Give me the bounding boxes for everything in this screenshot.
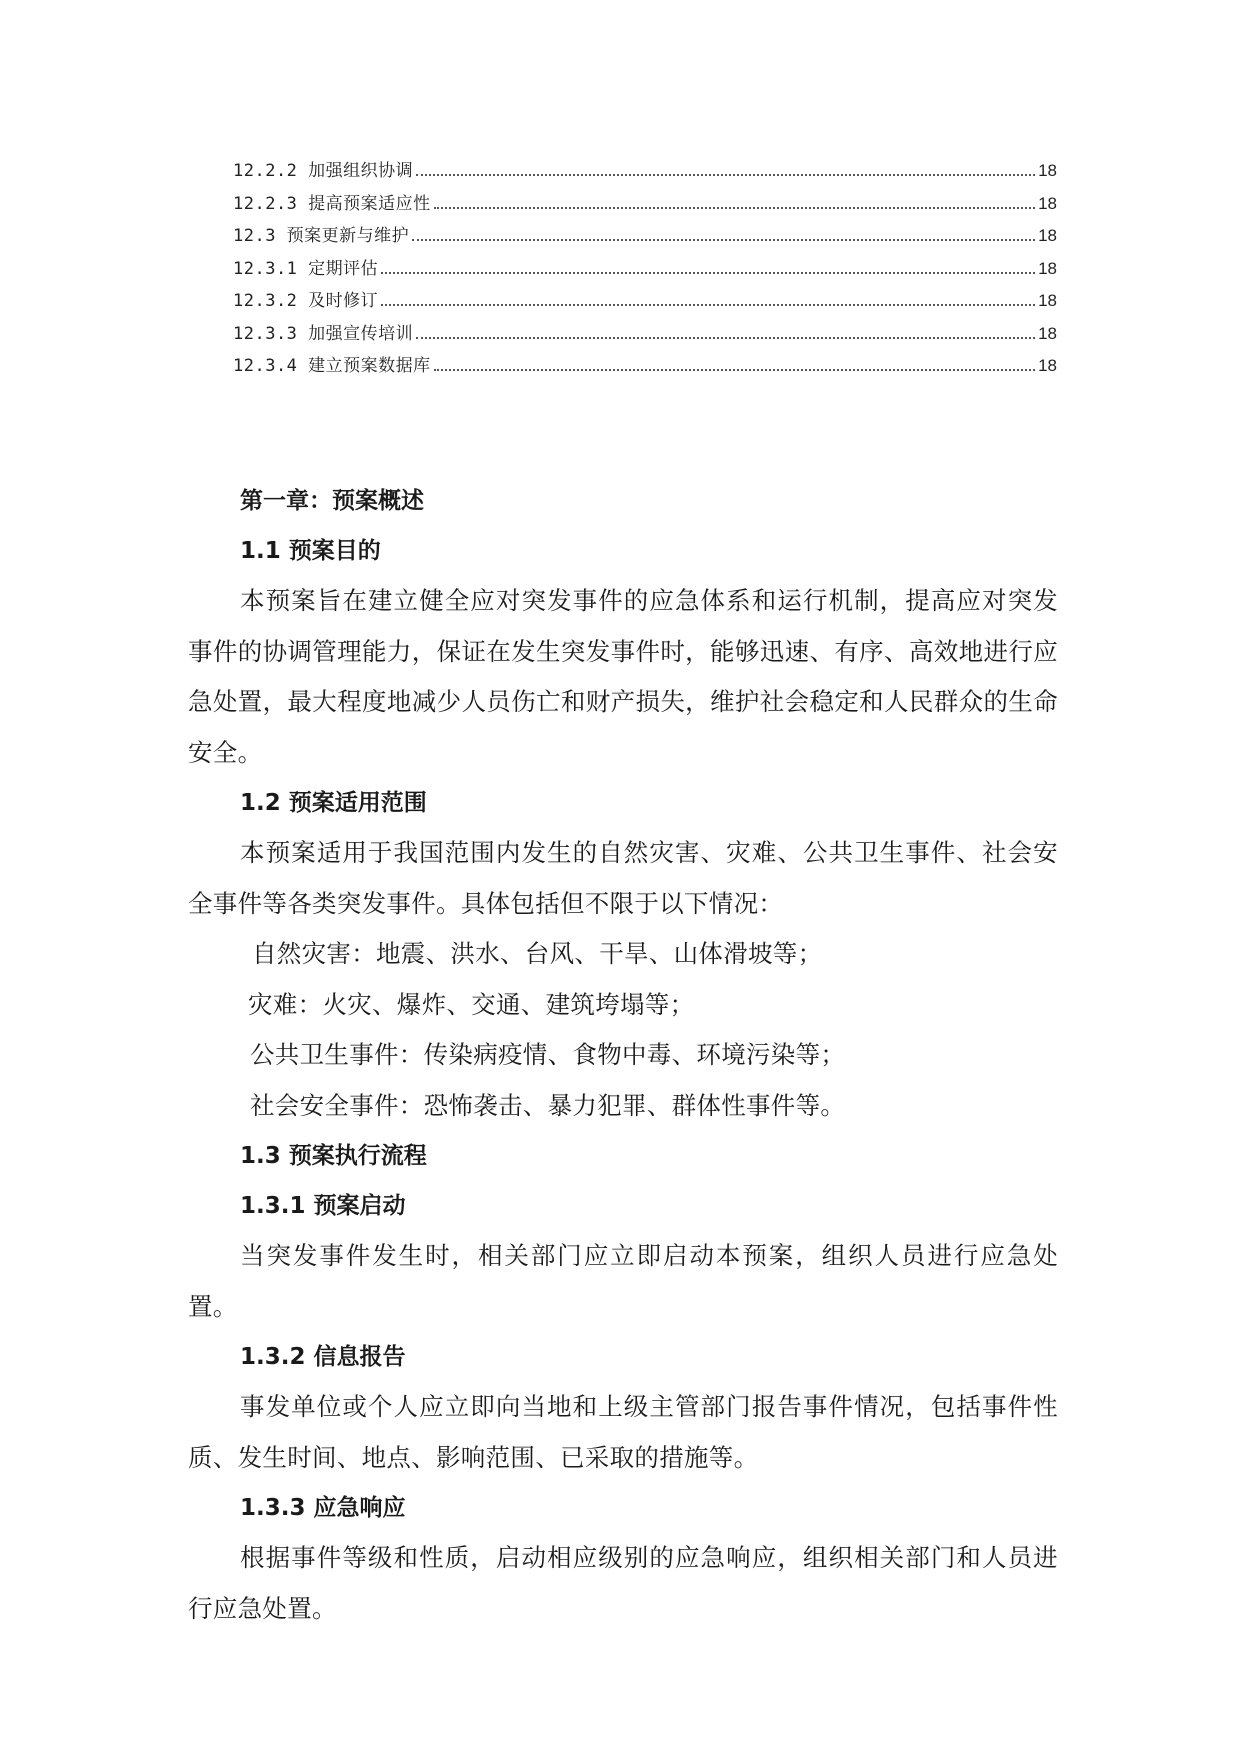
toc-leader-dots	[381, 303, 1035, 306]
toc-leader-dots	[434, 206, 1035, 209]
toc-entry-page: 18	[1038, 193, 1057, 213]
toc-entry[interactable]	[233, 286, 1057, 319]
toc-entry-title: 12.3.1 定期评估	[233, 258, 379, 279]
section-paragraph: 本预案旨在建立健全应对突发事件的应急体系和运行机制，提高应对突发事件的协调管理能力，保证在发生突发事件时，能够迅速、有序、高效地进行应急处置，最大程度地减少人员伤亡和财产损失，维护社会稳定和人民群众的生命安全。	[188, 586, 1058, 767]
toc-leader-dots	[416, 173, 1035, 176]
section-heading: 1.1 预案目的	[240, 538, 381, 564]
toc-entry-page: 18	[1038, 356, 1057, 375]
toc-entry[interactable]	[233, 221, 1057, 254]
list-item: 自然灾害：地震、洪水、台风、干旱、山体滑坡等；	[252, 939, 823, 968]
toc-leader-dots	[381, 271, 1035, 274]
list-item: 灾难：火灾、爆炸、交通、建筑垮塌等；	[248, 989, 695, 1019]
toc-entry-title: 12.3.4 建立预案数据库	[233, 356, 431, 376]
subsection-heading: 1.3.2 信息报告	[240, 1344, 406, 1370]
list-item: 社会安全事件：恐怖袭击、暴力犯罪、群体性事件等。	[250, 1090, 846, 1120]
toc-entry[interactable]	[233, 189, 1057, 222]
toc-entry-page: 18	[1038, 258, 1057, 278]
toc-entry-title: 12.3 预案更新与维护	[233, 226, 410, 246]
chapter-title: 第一章：预案概述	[240, 488, 424, 514]
toc-entry-page: 18	[1038, 226, 1057, 245]
section-heading: 1.2 预案适用范围	[240, 790, 427, 816]
toc-entry[interactable]	[233, 156, 1057, 189]
subsection-heading: 1.3.3 应急响应	[240, 1495, 406, 1521]
toc-entry-page: 18	[1038, 323, 1057, 343]
toc-leader-dots	[416, 336, 1035, 339]
toc-entry[interactable]	[233, 351, 1057, 384]
subsection-heading: 1.3.1 预案启动	[240, 1193, 406, 1219]
section-paragraph: 本预案适用于我国范围内发生的自然灾害、灾难、公共卫生事件、社会安全事件等各类突发事件。具体包括但不限于以下情况：	[188, 838, 1058, 918]
toc-entry-page: 18	[1038, 291, 1057, 310]
document-body	[188, 476, 1058, 1634]
toc-leader-dots	[412, 238, 1035, 241]
toc-entry-title: 12.2.3 提高预案适应性	[233, 193, 431, 214]
section-heading: 1.3 预案执行流程	[240, 1143, 427, 1169]
toc-leader-dots	[434, 368, 1035, 371]
toc-entry-title: 12.3.2 及时修订	[233, 291, 379, 311]
list-item: 公共卫生事件：传染病疫情、食物中毒、环境污染等；	[250, 1040, 846, 1069]
section-paragraph: 事发单位或个人应立即向当地和上级主管部门报告事件情况，包括事件性质、发生时间、地点、影响范围、已采取的措施等。	[188, 1392, 1058, 1472]
toc-entry[interactable]	[233, 254, 1057, 287]
section-paragraph: 根据事件等级和性质，启动相应级别的应急响应，组织相关部门和人员进行应急处置。	[188, 1543, 1058, 1623]
toc-entry[interactable]	[233, 319, 1057, 352]
toc-entry-page: 18	[1038, 161, 1057, 180]
table-of-contents	[233, 156, 1057, 384]
toc-entry-title: 12.3.3 加强宣传培训	[233, 323, 414, 344]
section-paragraph: 当突发事件发生时，相关部门应立即启动本预案，组织人员进行应急处置。	[188, 1241, 1058, 1321]
toc-entry-title: 12.2.2 加强组织协调	[233, 161, 414, 181]
